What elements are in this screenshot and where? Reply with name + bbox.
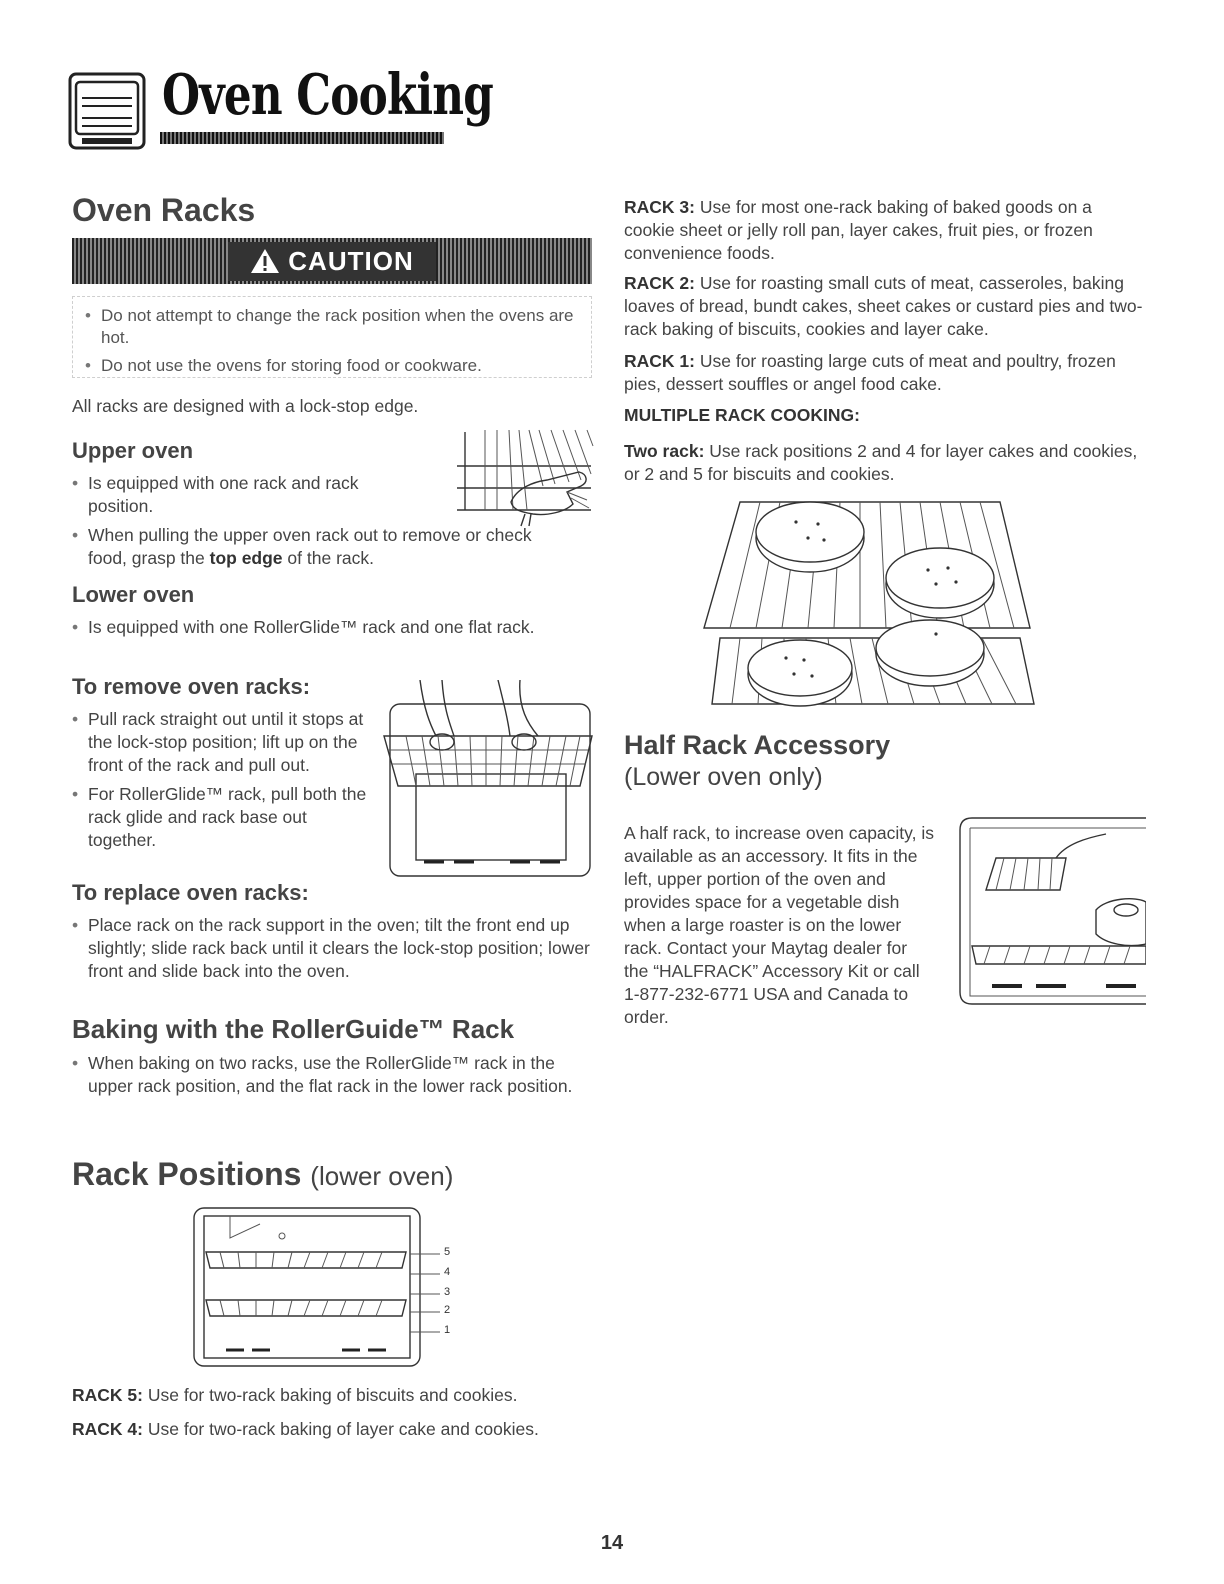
rack-number-1: 1	[444, 1324, 451, 1336]
two-rack-cakes-illustration	[700, 498, 1040, 708]
rack-1-desc: RACK 1: Use for roasting large cuts of meat and poultry, frozen pies, dessert souffles or angel food cake.	[624, 351, 1116, 394]
half-rack-title: Half Rack Accessory	[624, 730, 891, 760]
rack-2-desc: RACK 2: Use for roasting small cuts of meat, casseroles, baking loaves of bread, bundt cakes, sheet cakes or custard pies and two-rack baking of biscuits, cookies and layer cake.	[624, 273, 1143, 339]
title-underline	[160, 132, 444, 144]
intro-text: All racks are designed with a lock-stop edge.	[72, 396, 419, 416]
rack-4-desc: RACK 4: Use for two-rack baking of layer cake and cookies.	[72, 1419, 539, 1439]
oven-icon	[68, 72, 146, 150]
caution-item: • Do not use the ovens for storing food or cookware.	[85, 355, 579, 377]
lower-oven-item: • Is equipped with one RollerGlide™ rack and one flat rack.	[72, 616, 592, 639]
rack-number-4: 4	[444, 1266, 451, 1278]
rack-positions-title: Rack Positions	[72, 1156, 302, 1192]
two-rack-desc: Two rack: Use rack positions 2 and 4 for layer cakes and cookies, or 2 and 5 for biscuits and cookies.	[624, 441, 1138, 484]
page-number: 14	[600, 1532, 624, 1554]
upper-oven-item: • Is equipped with one rack and rack position.	[72, 472, 388, 518]
half-rack-subtitle: (Lower oven only)	[624, 763, 823, 791]
rack-number-3: 3	[444, 1286, 451, 1298]
rack-positions-heading	[72, 1156, 453, 1193]
remove-item: • For RollerGlide™ rack, pull both the rack glide and rack base out together.	[72, 783, 372, 852]
upper-oven-rack-illustration	[455, 426, 595, 528]
multiple-rack-title: MULTIPLE RACK COOKING:	[624, 405, 860, 425]
page-title: Oven Cooking	[162, 62, 494, 128]
rack-number-2: 2	[444, 1304, 451, 1316]
rack-3-desc: RACK 3: Use for most one-rack baking of baked goods on a cookie sheet or jelly roll pan, layer cakes, fruit pies, or frozen convenience foods.	[624, 197, 1093, 263]
upper-oven-item-2: • When pulling the upper oven rack out to remove or check food, grasp the top edge of the rack.	[72, 524, 568, 570]
baking-item: • When baking on two racks, use the RollerGlide™ rack in the upper rack position, and the flat rack in the lower rack position.	[72, 1052, 582, 1098]
caution-item: • Do not attempt to change the rack position when the ovens are hot.	[85, 305, 579, 349]
caution-box	[72, 296, 592, 378]
replace-racks-title: To replace oven racks:	[72, 880, 309, 905]
half-rack-illustration	[956, 814, 1146, 1008]
rack-positions-diagram	[190, 1204, 470, 1370]
warning-icon	[250, 248, 280, 274]
half-rack-heading	[624, 730, 890, 792]
rack-5-desc: RACK 5: Use for two-rack baking of biscuits and cookies.	[72, 1385, 518, 1405]
remove-racks-title: To remove oven racks:	[72, 674, 311, 699]
caution-banner	[72, 238, 592, 284]
lower-oven-title: Lower oven	[72, 582, 195, 607]
rack-number-5: 5	[444, 1246, 451, 1258]
replace-item: • Place rack on the rack support in the oven; tilt the front end up slightly; slide rack back until it clears the lock-stop position; lower front and slide back into the oven.	[72, 914, 592, 983]
upper-oven-title: Upper oven	[72, 438, 194, 463]
baking-rollerguide-title: Baking with the RollerGuide™ Rack	[72, 1014, 515, 1044]
oven-racks-title: Oven Racks	[72, 192, 256, 228]
caution-label: CAUTION	[288, 245, 414, 276]
remove-item: • Pull rack straight out until it stops at the lock-stop position; lift up on the front of the rack and pull out.	[72, 708, 372, 777]
rack-positions-subtitle: (lower oven)	[310, 1161, 454, 1191]
half-rack-desc: A half rack, to increase oven capacity, is available as an accessory. It fits in the left, upper portion of the oven and provides space for a vegetable dish when a large roaster is on the lower rack. Contact your Maytag dealer for the “HALFRACK” Accessory Kit or call 1-877-232-6771 USA and Canada to order.	[624, 823, 934, 1027]
remove-rack-illustration	[380, 680, 596, 880]
